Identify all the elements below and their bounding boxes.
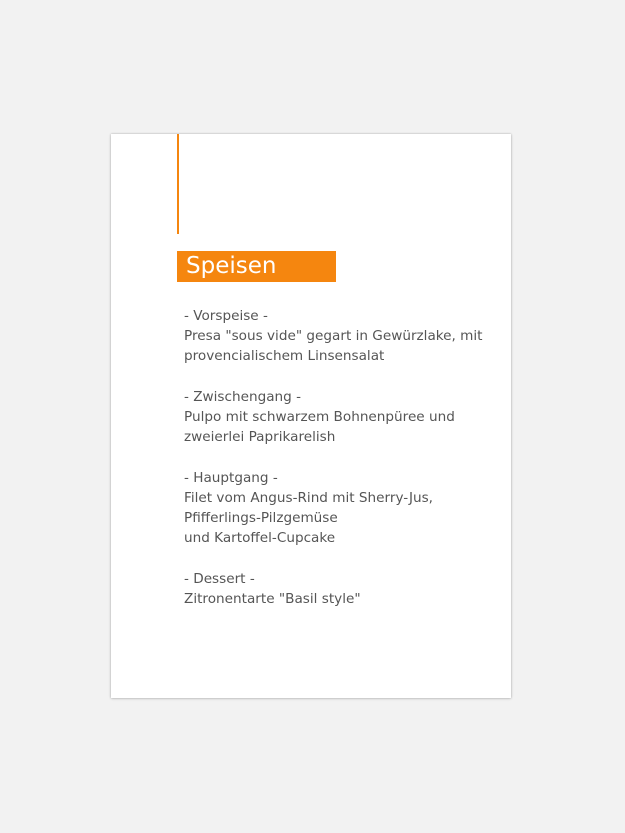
dish-line: Pfifferlings-Pilzgemüse bbox=[184, 510, 338, 526]
menu-courses bbox=[184, 306, 506, 630]
dish-line: provencialischem Linsensalat bbox=[184, 348, 385, 364]
menu-title: Speisen bbox=[186, 253, 277, 279]
course-label: - Vorspeise - bbox=[184, 308, 268, 324]
course-label: - Hauptgang - bbox=[184, 470, 278, 486]
course-main bbox=[184, 468, 506, 548]
dish-line: Filet vom Angus-Rind mit Sherry-Jus, bbox=[184, 490, 433, 506]
dish-line: Zitronentarte "Basil style" bbox=[184, 591, 361, 607]
dish-line: und Kartoffel-Cupcake bbox=[184, 530, 336, 546]
dish-line: zweierlei Paprikarelish bbox=[184, 429, 336, 445]
dish-line: Presa "sous vide" gegart in Gewürzlake, mit bbox=[184, 328, 483, 344]
course-starter bbox=[184, 306, 506, 366]
course-intermediate bbox=[184, 387, 506, 447]
course-label: - Dessert - bbox=[184, 571, 255, 587]
title-banner bbox=[177, 251, 336, 282]
accent-line bbox=[177, 134, 179, 234]
course-dessert bbox=[184, 569, 506, 609]
dish-line: Pulpo mit schwarzem Bohnenpüree und bbox=[184, 409, 455, 425]
course-label: - Zwischengang - bbox=[184, 389, 302, 405]
menu-card bbox=[111, 134, 511, 698]
